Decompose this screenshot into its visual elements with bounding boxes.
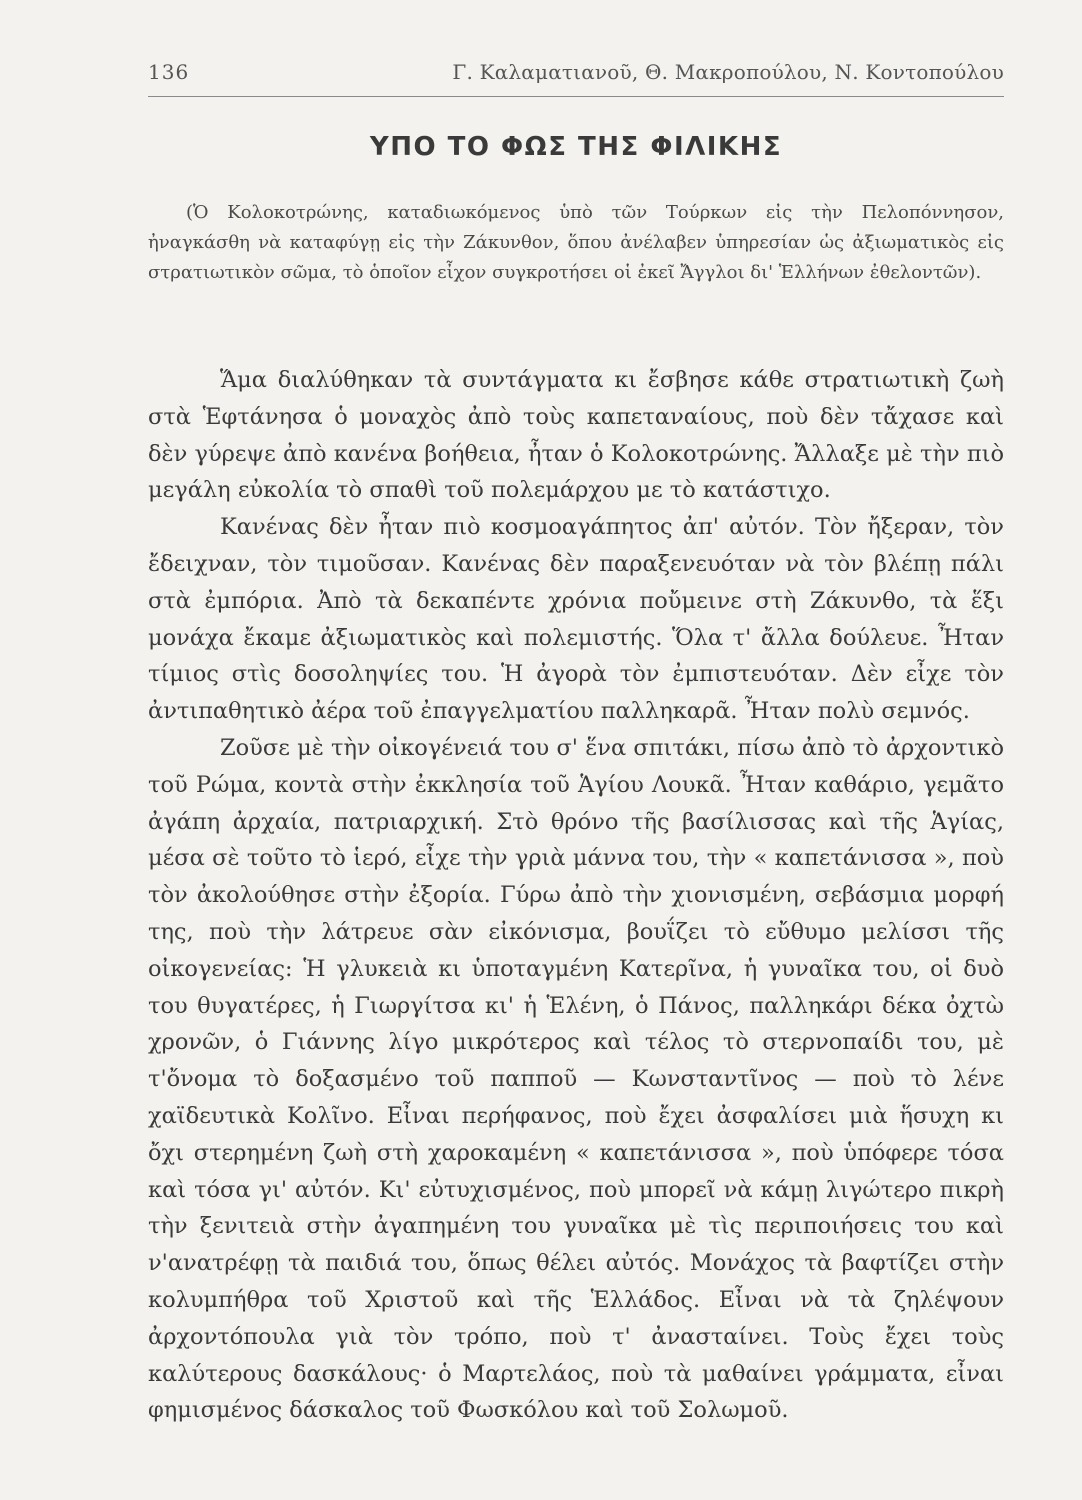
page-header — [148, 60, 1004, 97]
body-text — [148, 362, 1004, 1429]
paragraph: Ἅμα διαλύθηκαν τὰ συντάγματα κι ἔσβησε κάθε στρατιωτικὴ ζωὴ στὰ Ἑφτάνησα ὁ μοναχὸς ἀπὸ τοὺς καπεταναίους, ποὺ δὲν τἄχασε καὶ δὲν γύρεψε ἀπὸ κανένα βοήθεια, ἦταν ὁ Κολοκοτρώνης. Ἄλλαξε μὲ τὴν πιὸ μεγάλη εὐκολία τὸ σπαθὶ τοῦ πολεμάρχου με τὸ κατάστιχο. — [148, 367, 1004, 504]
intro-note: (Ὁ Κολοκοτρώνης, καταδιωκόμενος ὑπὸ τῶν Τούρκων εἰς τὴν Πελοπόννησον, ἠναγκάσθη νὰ καταφύγῃ εἰς τὴν Ζάκυνθον, ὅπου ἀνέλαβεν ὑπηρεσίαν ὡς ἀξιωματικὸς εἰς στρατιωτικὸν σῶμα, τὸ ὁποῖον εἶχον συγκροτήσει οἱ ἐκεῖ Ἄγγλοι δι' Ἑλλήνων ἐθελοντῶν). — [148, 202, 1004, 283]
chapter-title: ΥΠΟ ΤΟ ΦΩΣ ΤΗΣ ΦΙΛΙΚΗΣ — [369, 132, 783, 162]
paragraph: Κανένας δὲν ἦταν πιὸ κοσμοαγάπητος ἀπ' αὐτόν. Τὸν ἤξεραν, τὸν ἔδειχναν, τὸν τιμοῦσαν. Κανένας δὲν παραξενευόταν νὰ τὸν βλέπῃ πάλι στὰ ἐμπόρια. Ἀπὸ τὰ δεκαπέντε χρόνια ποὔμεινε στὴ Ζάκυνθο, τὰ ἕξι μονάχα ἔκαμε ἀξιωματικὸς καὶ πολεμιστής. Ὅλα τ' ἄλλα δούλευε. Ἦταν τίμιος στὶς δοσοληψίες του. Ἡ ἀγορὰ τὸν ἐμπιστευόταν. Δὲν εἶχε τὸν ἀντιπαθητικὸ ἀέρα τοῦ ἐπαγγελματίου παλληκαρᾶ. Ἦταν πολὺ σεμνός. — [148, 514, 1004, 725]
paragraph: Ζοῦσε μὲ τὴν οἰκογένειά του σ' ἕνα σπιτάκι, πίσω ἀπὸ τὸ ἀρχοντικὸ τοῦ Ρώμα, κοντὰ στὴν ἐκκλησία τοῦ Ἁγίου Λουκᾶ. Ἦταν καθάριο, γεμᾶτο ἀγάπη ἀρχαία, πατριαρχική. Στὸ θρόνο τῆς βασίλισσας καὶ τῆς Ἁγίας, μέσα σὲ τοῦτο τὸ ἱερό, εἶχε τὴν γριὰ μάννα του, τὴν « καπετάνισσα », ποὺ τὸν ἀκολούθησε στὴν ἐξορία. Γύρω ἀπὸ τὴν χιονισμένη, σεβάσμια μορφή της, ποὺ τὴν λάτρευε σὰν εἰκόνισμα, βουΐζει τὸ εὔθυμο μελίσσι τῆς οἰκογενείας: Ἡ γλυκειὰ κι ὑποταγμένη Κατερῖνα, ἡ γυναῖκα του, οἱ δυὸ του θυγατέρες, ἡ Γιωργίτσα κι' ἡ Ἑλένη, ὁ Πάνος, παλληκάρι δέκα ὀχτὼ χρονῶν, ὁ Γιάννης λίγο μικρότερος καὶ τέλος τὸ στερνοπαίδι του, μὲ τ'ὄνομα τὸ δοξασμένο τοῦ παπποῦ — Κωνσταντῖνος — ποὺ τὸ λένε χαϊδευτικὰ Κολῖνο. Εἶναι περήφανος, ποὺ ἔχει ἀσφαλίσει μιὰ ἥσυχη κι ὄχι στερημένη ζωὴ στὴ χαροκαμένη « καπετάνισσα », ποὺ ὑπόφερε τόσα καὶ τόσα γι' αὐτόν. Κι' εὐτυχισμένος, ποὺ μπορεῖ νὰ κάμῃ λιγώτερο πικρὴ τὴν ξενιτειὰ στὴν ἀγαπημένη του γυναῖκα μὲ τὶς περιποιήσεις του καὶ ν'ανατρέφῃ τὰ παιδιά του, ὅπως θέλει αὐτός. Μονάχος τὰ βαφτίζει στὴν κολυμπήθρα τοῦ Χριστοῦ καὶ τῆς Ἑλλάδος. Εἶναι νὰ τὰ ζηλέψουν ἀρχοντόπουλα γιὰ τὸν τρόπο, ποὺ τ' ἀνασταίνει. Τοὺς ἔχει τοὺς καλύτερους δασκάλους· ὁ Μαρτελάος, ποὺ τὰ μαθαίνει γράμματα, εἶναι φημισμένος δάσκαλος τοῦ Φωσκόλου καὶ τοῦ Σολωμοῦ. — [148, 734, 1004, 1424]
running-head: Γ. Καλαματιανοῦ, Θ. Μακροπούλου, Ν. Κοντοπούλου — [452, 60, 1004, 84]
page-number: 136 — [148, 60, 190, 84]
